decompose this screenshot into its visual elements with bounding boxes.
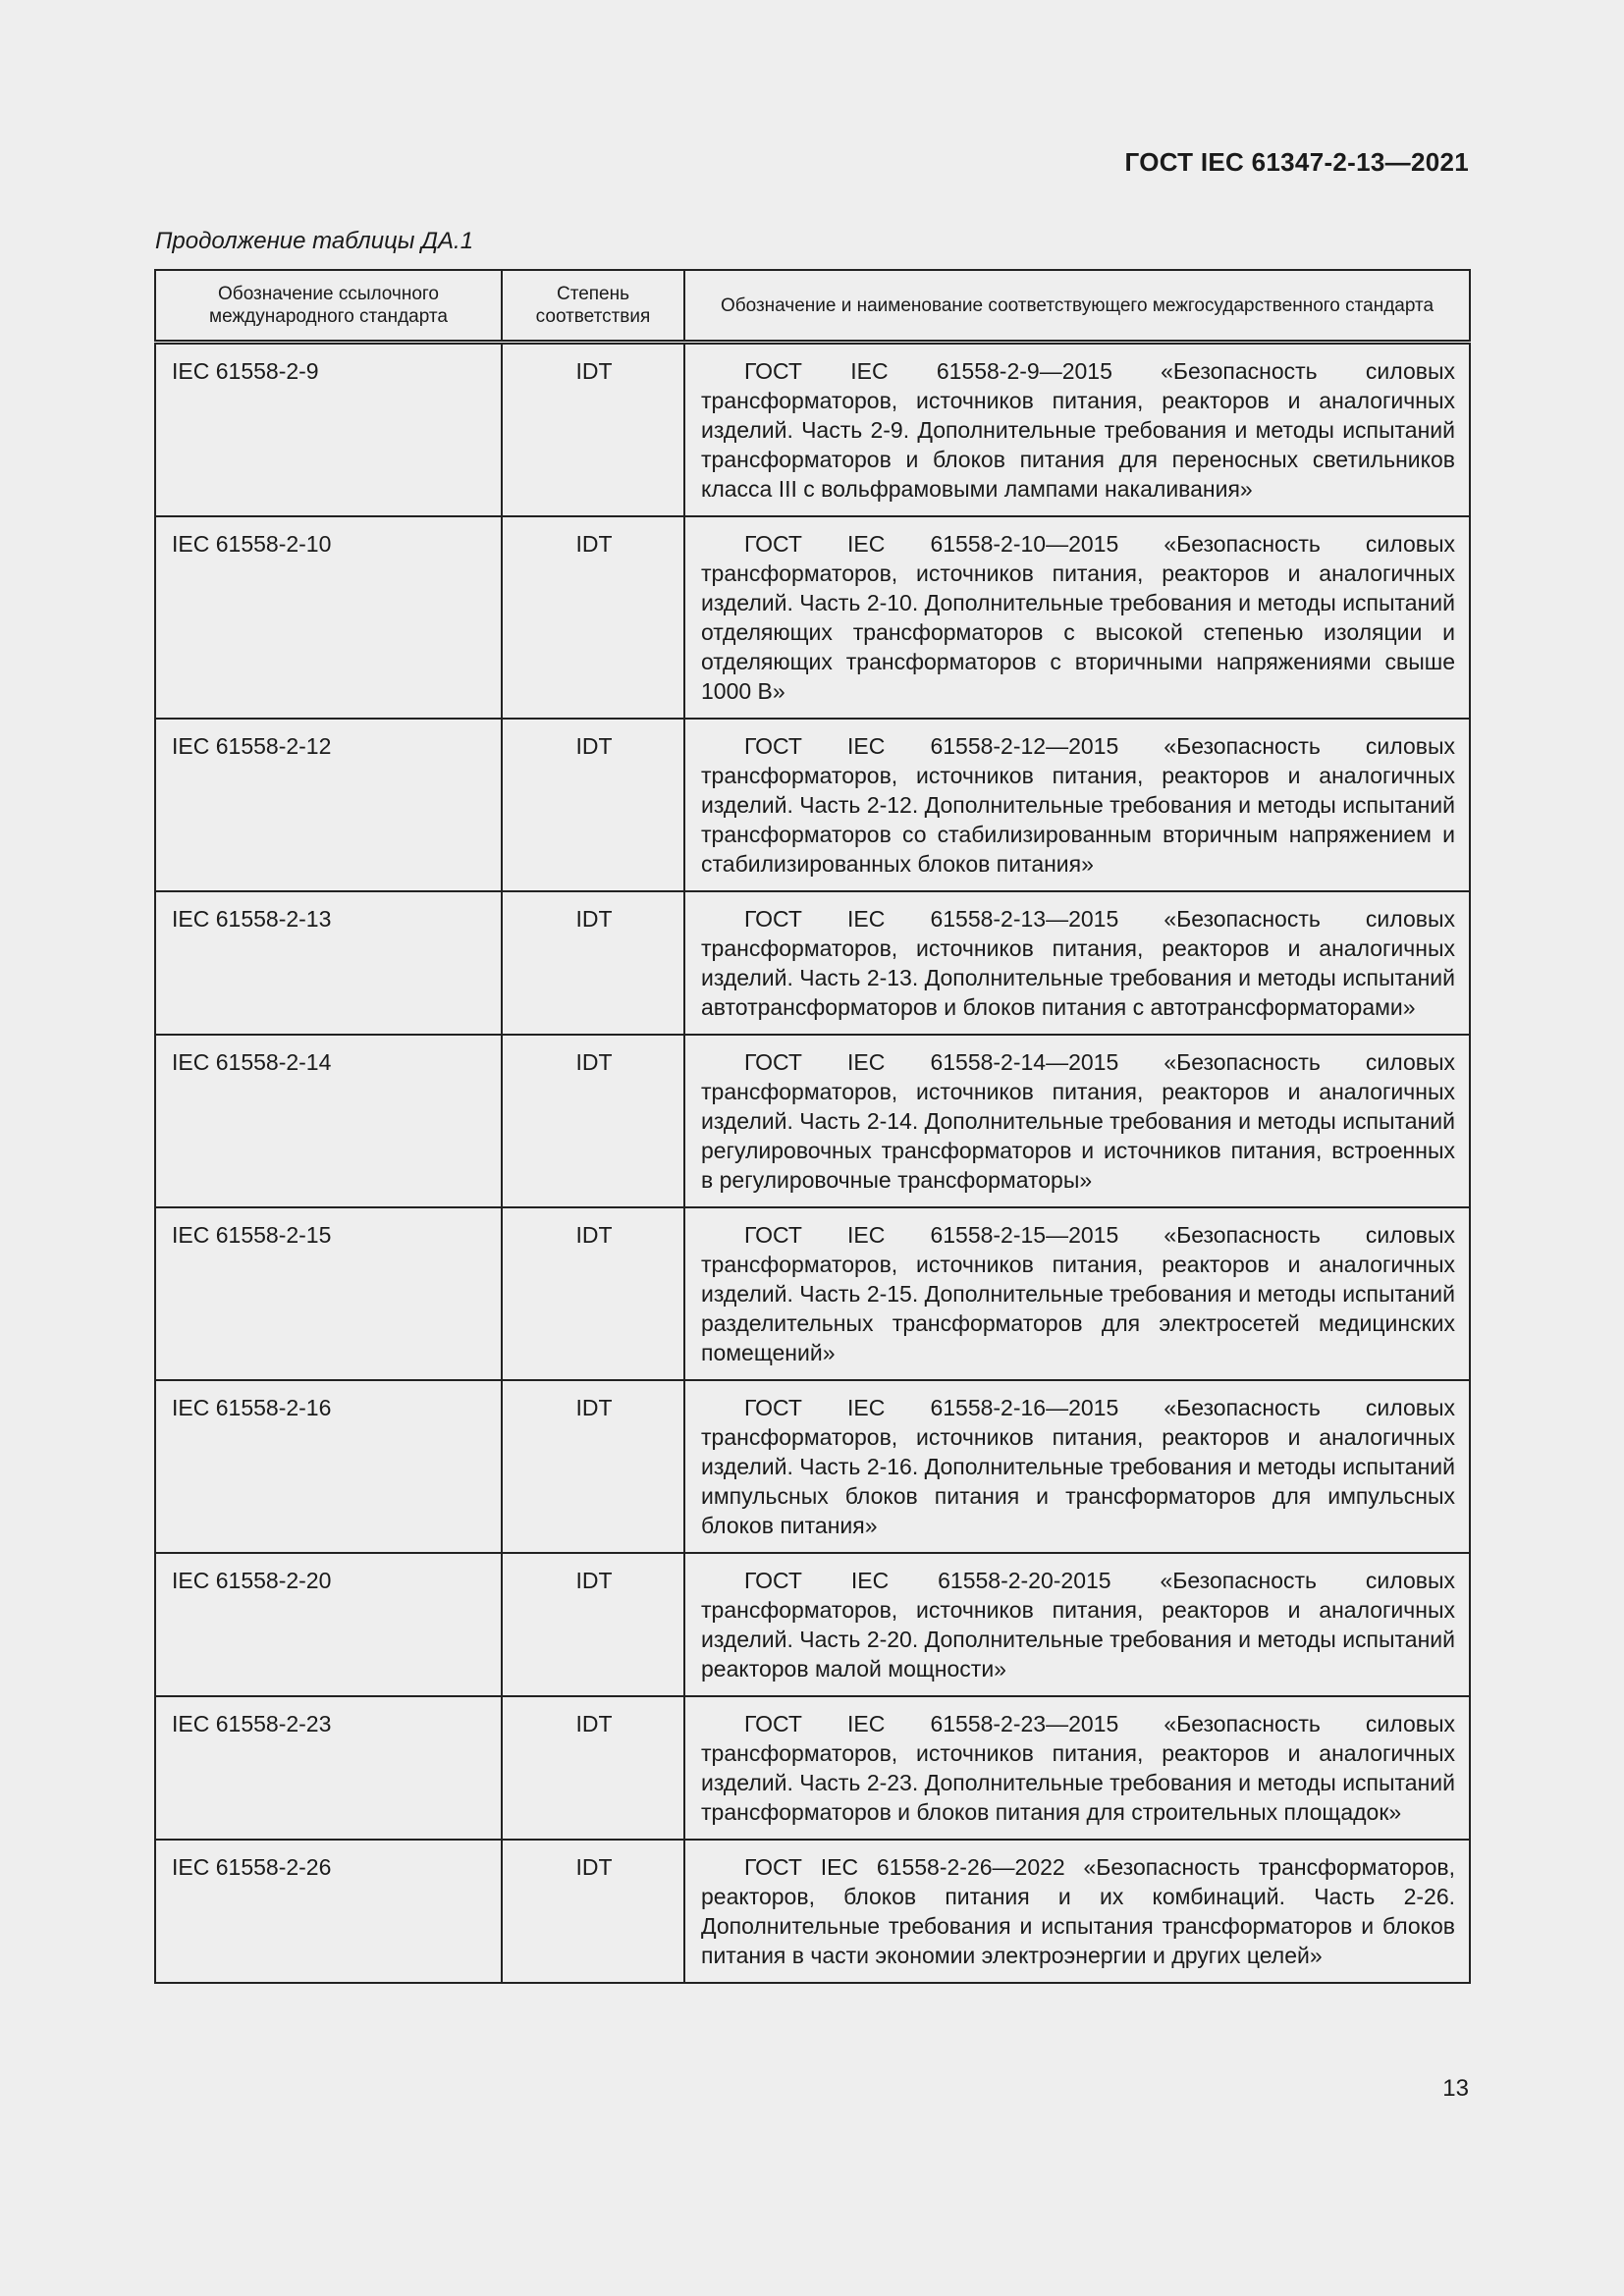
table-row (155, 343, 1470, 517)
interstate-standard-cell: ГОСТ IEC 61558-2-9—2015 «Безопасность силовых трансформаторов, источников питания, реакторов и аналогичных изделий. Часть 2-9. Дополнительные требования и методы испытаний трансформаторов и блоков питания для переносных светильников класса III с вольфрамовыми лампами накаливания» (684, 343, 1470, 517)
table-header-row (155, 270, 1470, 343)
table-caption: Продолжение таблицы ДА.1 (155, 228, 474, 254)
table-row (155, 1696, 1470, 1840)
column-header-interstate-standard: Обозначение и наименование соответствующего межгосударственного стандарта (684, 270, 1470, 343)
degree-cell: IDT (502, 1380, 684, 1553)
degree-cell: IDT (502, 1553, 684, 1696)
degree-cell: IDT (502, 1035, 684, 1207)
intl-standard-cell: IEC 61558-2-10 (155, 516, 502, 719)
interstate-standard-cell: ГОСТ IEC 61558-2-12—2015 «Безопасность силовых трансформаторов, источников питания, реакторов и аналогичных изделий. Часть 2-12. Дополнительные требования и методы испытаний трансформаторов со стабилизированным вторичным напряжением и стабилизированных блоков питания» (684, 719, 1470, 891)
intl-standard-cell: IEC 61558-2-16 (155, 1380, 502, 1553)
intl-standard-cell: IEC 61558-2-13 (155, 891, 502, 1035)
interstate-standard-cell: ГОСТ IEC 61558-2-14—2015 «Безопасность силовых трансформаторов, источников питания, реакторов и аналогичных изделий. Часть 2-14. Дополнительные требования и методы испытаний регулировочных трансформаторов и источников питания, встроенных в регулировочные трансформаторы» (684, 1035, 1470, 1207)
interstate-standard-cell: ГОСТ IEC 61558-2-10—2015 «Безопасность силовых трансформаторов, источников питания, реакторов и аналогичных изделий. Часть 2-10. Дополнительные требования и методы испытаний отделяющих трансформаторов с высокой степенью изоляции и отделяющих трансформаторов с вторичными напряжениями свыше 1000 В» (684, 516, 1470, 719)
degree-cell: IDT (502, 516, 684, 719)
interstate-standard-cell: ГОСТ IEC 61558-2-23—2015 «Безопасность силовых трансформаторов, источников питания, реакторов и аналогичных изделий. Часть 2-23. Дополнительные требования и методы испытаний трансформаторов и блоков питания для строительных площадок» (684, 1696, 1470, 1840)
intl-standard-cell: IEC 61558-2-9 (155, 343, 502, 517)
page-number: 13 (1442, 2075, 1469, 2102)
degree-cell: IDT (502, 1696, 684, 1840)
interstate-standard-cell: ГОСТ IEC 61558-2-20-2015 «Безопасность силовых трансформаторов, источников питания, реакторов и аналогичных изделий. Часть 2-20. Дополнительные требования и методы испытаний реакторов малой мощности» (684, 1553, 1470, 1696)
intl-standard-cell: IEC 61558-2-12 (155, 719, 502, 891)
table-row (155, 516, 1470, 719)
table-row (155, 1840, 1470, 1983)
interstate-standard-cell: ГОСТ IEC 61558-2-16—2015 «Безопасность силовых трансформаторов, источников питания, реакторов и аналогичных изделий. Часть 2-16. Дополнительные требования и методы испытаний импульсных блоков питания и трансформаторов для импульсных блоков питания» (684, 1380, 1470, 1553)
table-row (155, 1553, 1470, 1696)
intl-standard-cell: IEC 61558-2-14 (155, 1035, 502, 1207)
table-row (155, 1380, 1470, 1553)
intl-standard-cell: IEC 61558-2-23 (155, 1696, 502, 1840)
column-header-degree: Степень соответствия (502, 270, 684, 343)
standards-table (154, 269, 1471, 1984)
table-row (155, 1207, 1470, 1380)
intl-standard-cell: IEC 61558-2-20 (155, 1553, 502, 1696)
degree-cell: IDT (502, 1207, 684, 1380)
table-row (155, 891, 1470, 1035)
column-header-intl-standard: Обозначение ссылочного международного стандарта (155, 270, 502, 343)
interstate-standard-cell: ГОСТ IEC 61558-2-15—2015 «Безопасность силовых трансформаторов, источников питания, реакторов и аналогичных изделий. Часть 2-15. Дополнительные требования и методы испытаний разделительных трансформаторов для электросетей медицинских помещений» (684, 1207, 1470, 1380)
table-row (155, 719, 1470, 891)
interstate-standard-cell: ГОСТ IEC 61558-2-13—2015 «Безопасность силовых трансформаторов, источников питания, реакторов и аналогичных изделий. Часть 2-13. Дополнительные требования и методы испытаний автотрансформаторов и блоков питания с автотрансформаторами» (684, 891, 1470, 1035)
intl-standard-cell: IEC 61558-2-15 (155, 1207, 502, 1380)
intl-standard-cell: IEC 61558-2-26 (155, 1840, 502, 1983)
document-id: ГОСТ IEC 61347-2-13—2021 (1124, 147, 1469, 177)
interstate-standard-cell: ГОСТ IEC 61558-2-26—2022 «Безопасность трансформаторов, реакторов, блоков питания и их комбинаций. Часть 2-26. Дополнительные требования и испытания трансформаторов и блоков питания в части экономии электроэнергии и других целей» (684, 1840, 1470, 1983)
table-row (155, 1035, 1470, 1207)
degree-cell: IDT (502, 891, 684, 1035)
degree-cell: IDT (502, 719, 684, 891)
degree-cell: IDT (502, 1840, 684, 1983)
degree-cell: IDT (502, 343, 684, 517)
